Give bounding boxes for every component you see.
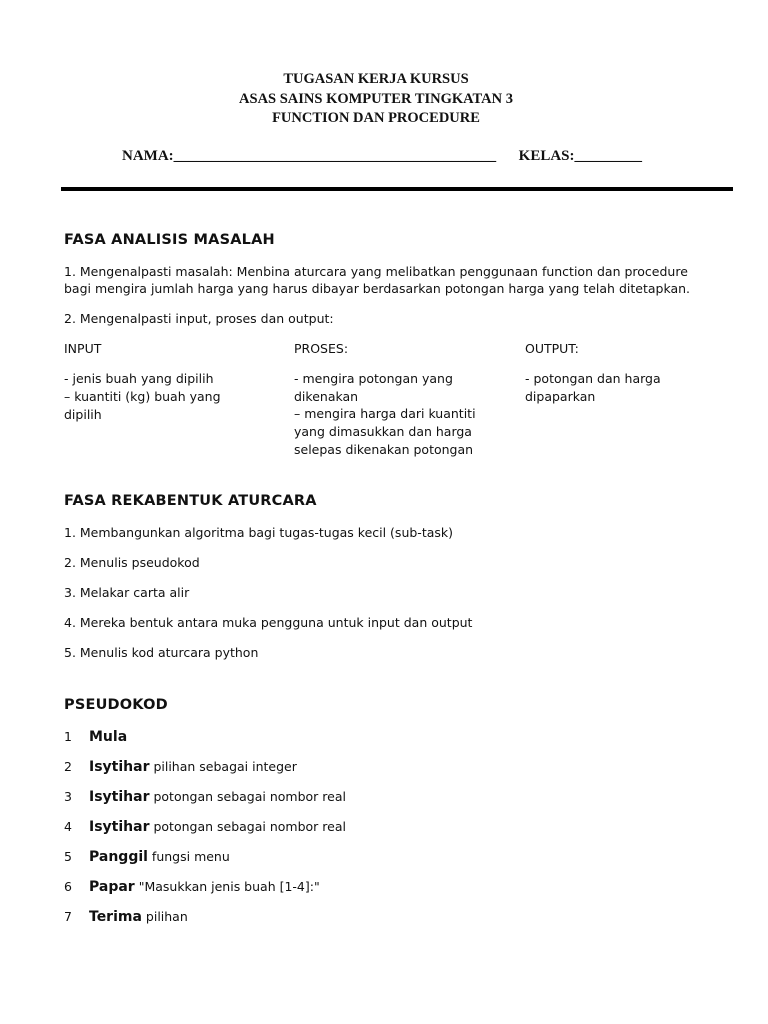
pseudokod-keyword: Terima: [89, 909, 142, 925]
pseudokod-text: potongan sebagai nombor real: [149, 819, 346, 834]
rekabentuk-item: 4. Mereka bentuk antara muka pengguna untuk input dan output: [64, 615, 473, 630]
pseudokod-keyword: Isytihar: [89, 789, 150, 805]
line-number: 4: [64, 819, 72, 834]
proses-line: selepas dikenakan potongan: [294, 442, 474, 457]
section-title-pseudokod: PSEUDOKOD: [64, 697, 168, 713]
proses-line: yang dimasukkan dan harga: [294, 424, 472, 439]
pseudokod-keyword: Isytihar: [89, 819, 150, 835]
rekabentuk-item: 3. Melakar carta alir: [64, 585, 190, 600]
section-title-analisis: FASA ANALISIS MASALAH: [64, 232, 275, 248]
line-number: 6: [64, 879, 72, 894]
pseudokod-text: potongan sebagai nombor real: [149, 789, 346, 804]
nama-kelas-line: NAMA:___________________________________________ KELAS:_________: [122, 148, 642, 164]
input-line: - jenis buah yang dipilih: [64, 371, 214, 386]
line-number: 5: [64, 849, 72, 864]
pseudokod-text: pilihan sebagai integer: [149, 759, 297, 774]
header-title-line2: ASAS SAINS KOMPUTER TINGKATAN 3: [239, 91, 513, 107]
input-line: dipilih: [64, 407, 102, 422]
analisis-item2: 2. Mengenalpasti input, proses dan output:: [64, 311, 334, 326]
input-line: – kuantiti (kg) buah yang: [64, 389, 221, 404]
line-number: 3: [64, 789, 72, 804]
analisis-item1-line1: 1. Mengenalpasti masalah: Menbina aturcara yang melibatkan penggunaan function dan procedure: [64, 264, 688, 279]
column-head-input: INPUT: [64, 341, 102, 356]
pseudokod-keyword: Papar: [89, 879, 135, 895]
header-divider: [61, 187, 733, 191]
proses-line: – mengira harga dari kuantiti: [294, 406, 476, 421]
line-number: 2: [64, 759, 72, 774]
header-title-line3: FUNCTION DAN PROCEDURE: [272, 110, 480, 126]
rekabentuk-item: 5. Menulis kod aturcara python: [64, 645, 259, 660]
column-head-proses: PROSES:: [294, 341, 349, 356]
pseudokod-keyword: Isytihar: [89, 759, 150, 775]
line-number: 1: [64, 729, 72, 744]
proses-line: dikenakan: [294, 389, 359, 404]
pseudokod-text: pilihan: [141, 909, 188, 924]
pseudokod-keyword: Panggil: [89, 849, 148, 865]
output-line: dipaparkan: [525, 389, 596, 404]
line-number: 7: [64, 909, 72, 924]
output-line: - potongan dan harga: [525, 371, 661, 386]
pseudokod-text: "Masukkan jenis buah [1-4]:": [134, 879, 320, 894]
pseudokod-text: fungsi menu: [147, 849, 230, 864]
analisis-item1-line2: bagi mengira jumlah harga yang harus dibayar berdasarkan potongan harga yang telah ditetapkan.: [64, 281, 691, 296]
rekabentuk-item: 2. Menulis pseudokod: [64, 555, 200, 570]
pseudokod-keyword: Mula: [89, 729, 128, 745]
rekabentuk-item: 1. Membangunkan algoritma bagi tugas-tugas kecil (sub-task): [64, 525, 454, 540]
proses-line: - mengira potongan yang: [294, 371, 453, 386]
header-title-line1: TUGASAN KERJA KURSUS: [283, 71, 469, 87]
column-head-output: OUTPUT:: [525, 341, 579, 356]
section-title-rekabentuk: FASA REKABENTUK ATURCARA: [64, 493, 317, 509]
